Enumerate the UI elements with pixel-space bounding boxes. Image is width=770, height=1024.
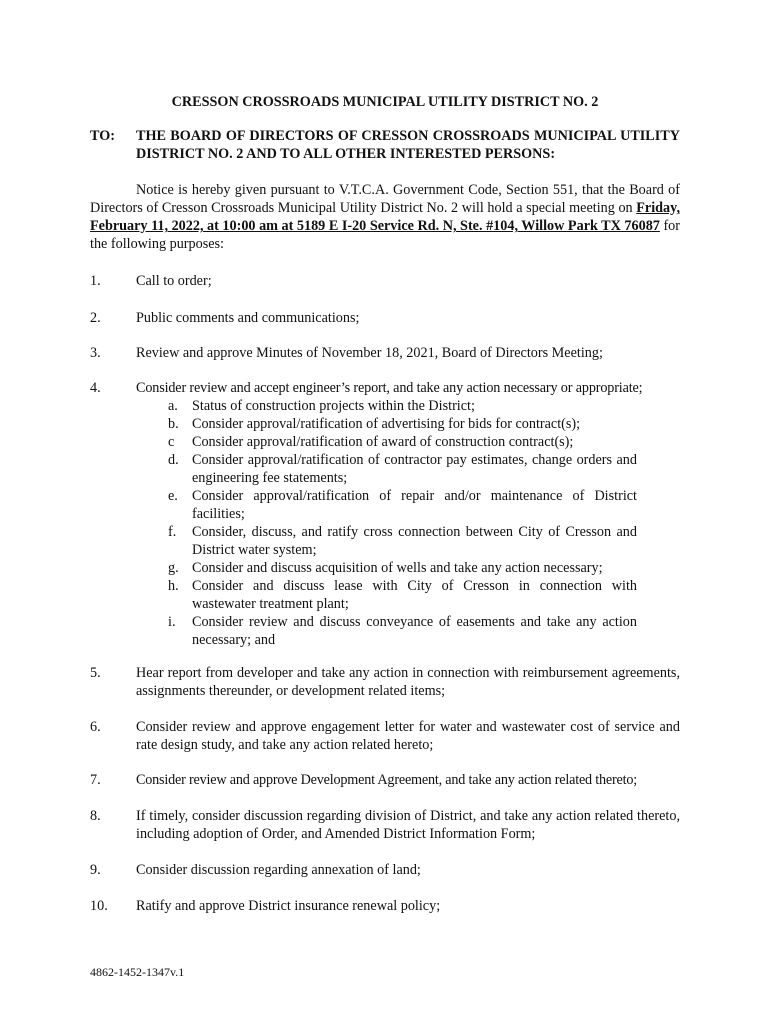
item-text: Consider discussion regarding annexation of land; xyxy=(136,862,421,878)
to-recipients: THE BOARD OF DIRECTORS OF CRESSON CROSSROADS MUNICIPAL UTILITY DISTRICT NO. 2 AND TO ALL OTHER INTERESTED PERSONS: xyxy=(136,128,680,162)
sub-letter: a. xyxy=(168,398,178,414)
item-text: Consider review and approve engagement letter for water and wastewater cost of service and rate design study, and take any action related hereto; xyxy=(136,719,680,753)
sub-letter: b. xyxy=(168,416,179,432)
item-text: Ratify and approve District insurance renewal policy; xyxy=(136,898,441,914)
sub-text: Consider approval/ratification of repair and/or maintenance of District facilities; xyxy=(192,488,637,522)
item-number: 1. xyxy=(90,273,101,289)
item-text: Review and approve Minutes of November 18, 2021, Board of Directors Meeting; xyxy=(136,345,603,361)
item-text: If timely, consider discussion regarding division of District, and take any action related thereto, including adoption of Order, and Amended District Information Form; xyxy=(136,808,680,842)
item-number: 3. xyxy=(90,345,101,361)
sub-item-d xyxy=(168,451,637,487)
agenda-item-7 xyxy=(90,771,680,789)
sub-letter: e. xyxy=(168,488,178,504)
sub-item-b xyxy=(168,415,637,433)
agenda-item-5 xyxy=(90,664,680,700)
sub-text: Status of construction projects within the District; xyxy=(192,398,475,414)
sub-item-g xyxy=(168,559,637,577)
sub-text: Consider and discuss lease with City of Cresson in connection with wastewater treatment plant; xyxy=(192,578,637,612)
agenda-item-6 xyxy=(90,718,680,754)
agenda-item-9 xyxy=(90,861,680,879)
item-number: 4. xyxy=(90,380,101,396)
sub-text: Consider approval/ratification of advertising for bids for contract(s); xyxy=(192,416,581,432)
agenda-item-1 xyxy=(90,272,680,290)
sub-text: Consider approval/ratification of award of construction contract(s); xyxy=(192,434,574,450)
agenda-item-3 xyxy=(90,344,680,362)
sub-text: Consider approval/ratification of contractor pay estimates, change orders and engineering fee statements; xyxy=(192,452,637,486)
item-number: 2. xyxy=(90,310,101,326)
sub-letter: f. xyxy=(168,524,177,540)
agenda-item-2 xyxy=(90,309,680,327)
sub-letter: d. xyxy=(168,452,179,468)
item-text: Call to order; xyxy=(136,273,212,289)
item-number: 8. xyxy=(90,808,101,824)
agenda-item-10 xyxy=(90,897,680,915)
item-text: Consider review and approve Development Agreement, and take any action related thereto; xyxy=(136,772,638,788)
notice-tail: for the following purposes: xyxy=(90,218,680,252)
sub-text: Consider review and discuss conveyance of easements and take any action necessary; and xyxy=(192,614,637,648)
item-text: Hear report from developer and take any action in connection with reimbursement agreements, assignments thereunder, or development related items; xyxy=(136,665,680,699)
to-label: TO: xyxy=(90,128,115,144)
meeting-date-location: Friday, February 11, 2022, at 10:00 am at 5189 E I-20 Service Rd. N, Ste. #104, Willow Park TX 76087 xyxy=(90,200,680,234)
agenda-item-8 xyxy=(90,807,680,843)
item-number: 9. xyxy=(90,862,101,878)
sub-letter: i. xyxy=(168,614,176,630)
sub-letter: g. xyxy=(168,560,179,576)
sub-item-h xyxy=(168,577,637,613)
sub-text: Consider, discuss, and ratify cross connection between City of Cresson and District water system; xyxy=(192,524,637,558)
sub-item-e xyxy=(168,487,637,523)
item-text: Consider review and accept engineer’s report, and take any action necessary or appropriate; xyxy=(136,380,643,396)
notice-paragraph xyxy=(90,181,680,253)
sub-item-i xyxy=(168,613,637,649)
item-number: 7. xyxy=(90,772,101,788)
sub-item-a xyxy=(168,397,637,415)
item-text: Public comments and communications; xyxy=(136,310,360,326)
agenda-item-4 xyxy=(90,379,680,649)
document-title: CRESSON CROSSROADS MUNICIPAL UTILITY DISTRICT NO. 2 xyxy=(171,94,599,110)
sub-text: Consider and discuss acquisition of wells and take any action necessary; xyxy=(192,560,603,576)
document-id-footer: 4862-1452-1347v.1 xyxy=(90,965,185,979)
sub-item-f xyxy=(168,523,637,559)
item-number: 6. xyxy=(90,719,101,735)
item-number: 10. xyxy=(90,898,108,914)
sub-letter: c xyxy=(168,434,175,450)
sub-item-c xyxy=(168,433,637,451)
notice-lead: Notice is hereby given pursuant to V.T.C.A. Government Code, Section 551, that the Board of Directors of Cresson Crossroads Municipal Utility District No. 2 will hold a special meeting on xyxy=(90,182,680,216)
item-number: 5. xyxy=(90,665,101,681)
sub-letter: h. xyxy=(168,578,179,594)
